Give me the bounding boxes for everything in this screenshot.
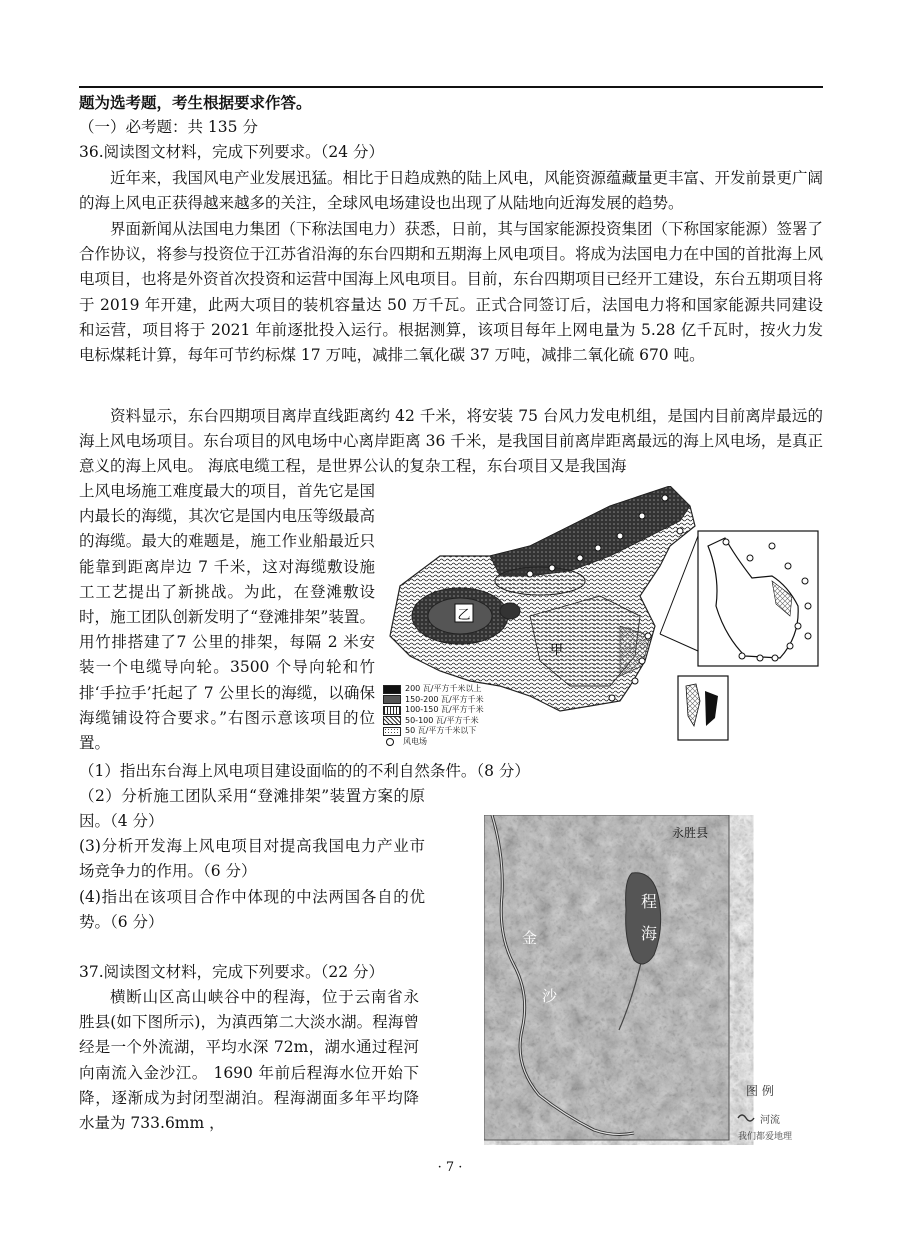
county-label: 永胜县 [672, 826, 709, 840]
map-legend-river: 河流 [760, 1115, 780, 1126]
top-rule [79, 86, 823, 88]
q37-paragraph-1: 横断山区高山峡谷中的程海，位于云南省永胜县(如下图所示)，为滇西第二大淡水湖。程海曾经是一个外流湖，平均水深 72m，湖水通过程河向南流入金沙江。 1690 年前后程海水位开始下降，逐渐成为封闭型湖泊。程海湖面多年平均降水量为 733.6mm ， [79, 988, 419, 1133]
q36-sub-3: (3)分析开发海上风电项目对提高我国电力产业市场竞争力的作用。（6 分） [79, 837, 425, 881]
region-label-jia: 甲 [550, 643, 564, 658]
page-number: · 7 · [437, 1160, 463, 1175]
river-label-jin: 金 [522, 929, 538, 947]
q36-sub-2: （2）分析施工团队采用“登滩排架”装置方案的原因。（4 分） [79, 787, 425, 831]
river-label-sha: 沙 [542, 987, 558, 1005]
section-heading: （一）必考题：共 135 分 [79, 118, 258, 136]
q36-paragraph-3: 资料显示，东台四期项目离岸直线距离约 42 千米，将安装 75 台风力发电机组，是国内目前离岸最远的海上风电场项目。东台项目的风电场中心离岸距离 36 千米，是我国目前离岸距离最远的海上风电场，是真正意义的海上风电。 海底电缆工程，是世界公认的复杂工程，东台项目又是我国海 [79, 407, 823, 476]
legend-swatch-50-100 [383, 716, 401, 725]
region-label-yi: 乙 [457, 608, 471, 623]
q36-sub-1: （1）指出东台海上风电项目建设面临的的不利自然条件。（8 分） [79, 762, 530, 780]
lake-label-2: 海 [641, 924, 658, 943]
lake-label: 程 [641, 892, 658, 911]
legend-swatch-below-50 [383, 727, 401, 736]
q36-title: 36.阅读图文材料，完成下列要求。（24 分） [79, 143, 385, 161]
legend-label-50-100: 50-100 瓦/平方千米 [405, 715, 479, 725]
river-legend-icon [738, 1115, 754, 1121]
q36-paragraph-1: 近年来，我国风电产业发展迅猛。相比于日趋成熟的陆上风电，风能资源蕴藏量更丰富、开发前景更广阔的海上风电正获得越来越多的关注，全球风电场建设也出现了从陆地向近海发展的趋势。 [79, 169, 824, 213]
wind-map-legend [383, 684, 484, 747]
q37-title: 37.阅读图文材料，完成下列要求。（22 分） [79, 963, 385, 981]
map-legend-title: 图 例 [746, 1084, 774, 1098]
wind-farm-icon [386, 738, 394, 746]
q36-paragraph-3-continued: 上风电场施工难度最大的项目，首先它是国内最长的海缆，其次它是国内电压等级最高的海缆。最大的难题是，施工作业船最近只能靠到距离岸边 7 千米，这对海缆敷设施工工艺提出了新挑战。为此，在登滩敷设时，施工团队创新发明了“登滩排架”装置。用竹排搭建了7 公里的排架，每隔 2 米安装一个电缆导向轮。3500 个导向轮和竹排‘手拉手’托起了 7 公里长的海缆，以确保海缆铺设符合要求。”右图示意该项目的位置。 [79, 482, 375, 753]
legend-swatch-150-200 [383, 695, 401, 704]
chenghai-relief-map [484, 815, 814, 1145]
legend-label-150-200: 150-200 瓦/平方千米 [405, 694, 484, 704]
watermark: 我们都爱地理 [738, 1132, 793, 1142]
q36-paragraph-2: 界面新闻从法国电力集团（下称法国电力）获悉，日前，其与国家能源投资集团（下称国家能源）签署了合作协议，将参与投资位于江苏省沿海的东台四期和五期海上风电项目。将成为法国电力在中国的首批海上风电项目，也将是外资首次投资和运营中国海上风电项目。目前，东台四期项目已经开工建设，东台五期项目将于 2019 年开建，此两大项目的装机容量达 50 万千瓦。正式合同签订后，法国电力将和国家能源共同建设和运营，项目将于 2021 年前逐批投入运行。根据测算，该项目每年上网电量为 5.28 亿千瓦时，按火力发电标煤耗计算，每年可节约标煤 17 万吨，减排二氧化碳 37 万吨，减排二氧化硫 670 吨。 [79, 220, 824, 365]
legend-label-100-150: 100-150 瓦/平方千米 [405, 705, 484, 714]
legend-label-200plus: 200 瓦/平方千米以上 [405, 684, 482, 693]
legend-label-below-50: 50 瓦/平方千米以下 [405, 726, 477, 735]
legend-swatch-200plus [383, 685, 401, 694]
header-line: 题为选考题，考生根据要求作答。 [79, 93, 312, 112]
legend-label-wind-farm: 风电场 [403, 736, 427, 746]
legend-swatch-100-150 [383, 706, 401, 715]
q36-sub-4: (4)指出在该项目合作中体现的中法两国各自的优势。（6 分） [79, 888, 425, 932]
